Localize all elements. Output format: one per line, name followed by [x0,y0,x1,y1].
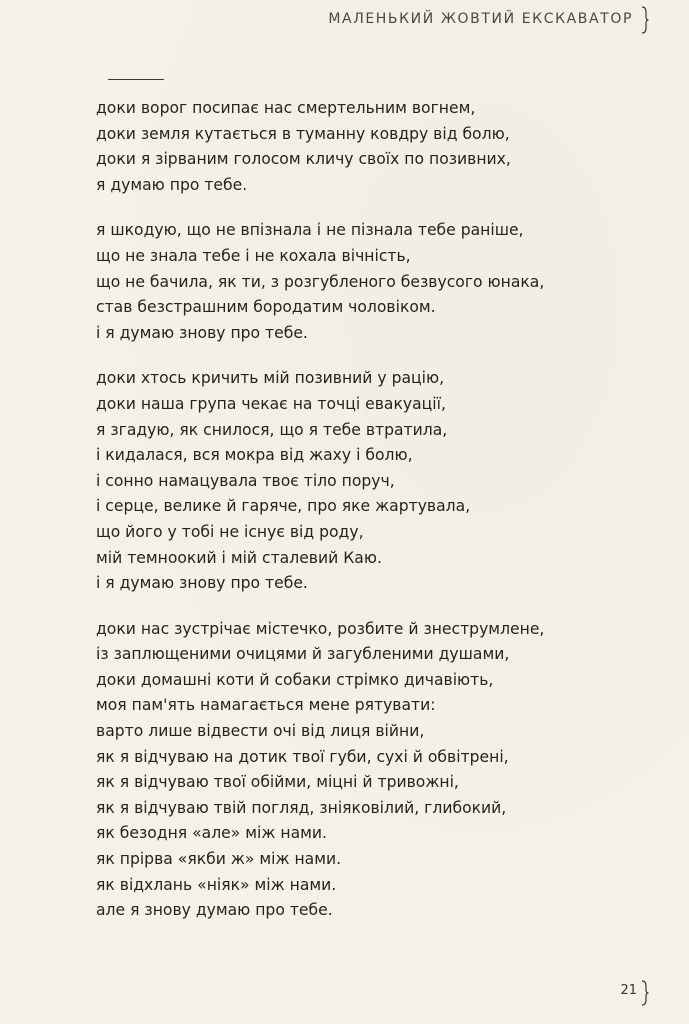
poem-line: доки нас зустрічає містечко, розбите й знеструмлене, [96,619,545,638]
poem-body [96,96,556,944]
poem-line: як я відчуваю твій погляд, зніяковілий, глибокий, [96,798,507,817]
poem-line: що його у тобі не існує від роду, [96,522,364,541]
poem-line: доки ворог посипає нас смертельним вогнем, [96,99,476,117]
poem-line: доки наша група чекає на точці евакуації, [96,394,446,413]
poem-line: що не знала тебе і не кохала вічність, [96,246,411,265]
poem-line: варто лише відвести очі від лиця війни, [96,722,425,741]
poem-line: як я відчуваю на дотик твої губи, сухі й обвітрені, [96,747,509,766]
poem-line: як відхлань «ніяк» між нами. [96,875,337,894]
header-bracket-icon [641,6,649,34]
poem-line: як я відчуваю твої обійми, міцні й тривожні, [96,773,459,792]
poem-line: і кидалася, вся мокра від жаху і болю, [96,446,413,465]
poem-line: доки хтось кричить мій позивний у рацію, [96,369,445,388]
stanza-4 [96,617,556,924]
poem-line: і сонно намацувала твоє тіло поруч, [96,471,395,490]
footer-bracket-icon [641,980,649,1006]
stanza-1 [96,96,556,198]
stanza-2 [96,218,556,346]
poem-line: доки я зірваним голосом кличу своїх по позивних, [96,150,511,169]
poem-line: із заплющеними очицями й загубленими душами, [96,645,510,664]
poem-line: став безстрашним бородатим чоловіком. [96,298,436,317]
poem-line: але я знову думаю про тебе. [96,901,333,920]
stanza-3 [96,366,556,596]
poem-line: доки земля кутається в туманну ковдру від болю, [96,124,510,143]
poem-line: і я думаю знову про тебе. [96,574,308,593]
poem-line: я згадую, як снилося, що я тебе втратила, [96,420,448,439]
page-number: 21 [620,983,637,998]
running-header: МАЛЕНЬКИЙ ЖОВТИЙ ЕКСКАВАТОР [328,11,633,27]
poem-line: я думаю про тебе. [96,175,248,194]
poem-line: моя пам'ять намагається мене рятувати: [96,696,436,715]
poem-line: і я думаю знову про тебе. [96,323,308,342]
poem-line: я шкодую, що не впізнала і не пізнала тебе раніше, [96,221,524,240]
poem-line: і серце, велике й гаряче, про яке жартувала, [96,497,471,516]
poem-line: доки домашні коти й собаки стрімко дичавіють, [96,670,494,689]
poem-line: як прірва «якби ж» між нами. [96,850,342,869]
poem-line: як безодня «але» між нами. [96,824,327,843]
top-rule-divider [108,79,164,80]
poem-line: мій темноокий і мій сталевий Каю. [96,548,382,567]
poem-line: що не бачила, як ти, з розгубленого безвусого юнака, [96,272,545,291]
